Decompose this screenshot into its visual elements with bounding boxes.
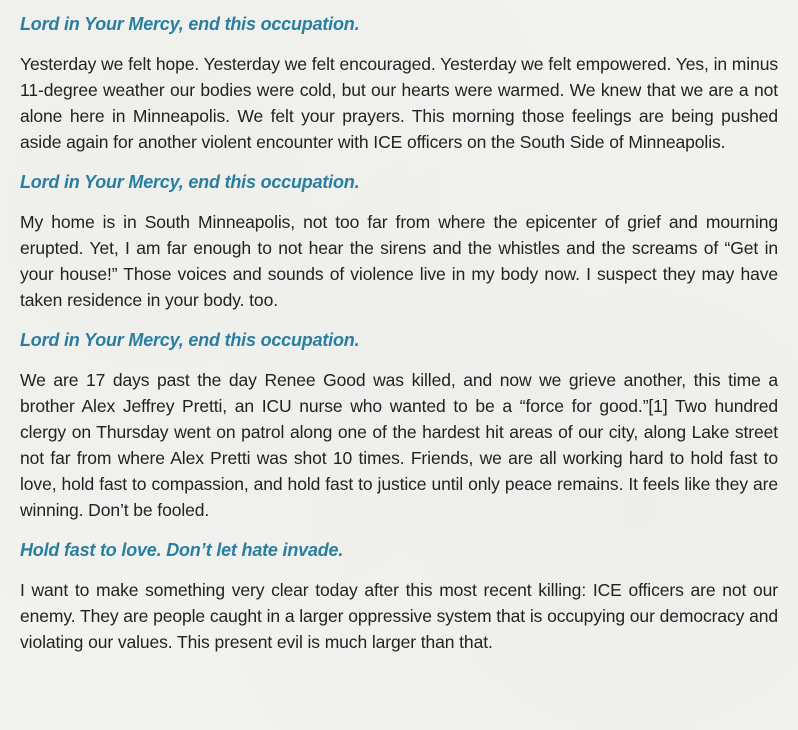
- refrain-heading: Lord in Your Mercy, end this occupation.: [20, 172, 360, 192]
- refrain-heading: Lord in Your Mercy, end this occupation.: [20, 14, 360, 34]
- paragraph: I want to make something very clear today after this most recent killing: ICE officers are not our enemy. They are people caught in a larger oppressive system that is occupying our democracy and violating our values. This present evil is much larger than that.: [20, 580, 778, 652]
- refrain-heading: Hold fast to love. Don’t let hate invade.: [20, 540, 344, 560]
- refrain-heading: Lord in Your Mercy, end this occupation.: [20, 330, 360, 350]
- paragraph: Yesterday we felt hope. Yesterday we felt encouraged. Yesterday we felt empowered. Yes, in minus 11-degree weather our bodies were cold, but our hearts were warmed. We knew that we are a not alone here in Minneapolis. We felt your prayers. This morning those feelings are being pushed aside again for another violent encounter with ICE officers on the South Side of Minneapolis.: [20, 54, 778, 152]
- paragraph: We are 17 days past the day Renee Good was killed, and now we grieve another, this time a brother Alex Jeffrey Pretti, an ICU nurse who wanted to be a “force for good.”[1] Two hundred clergy on Thursday went on patrol along one of the hardest hit areas of our city, along Lake street not far from where Alex Pretti was shot 10 times. Friends, we are all working hard to hold fast to love, hold fast to compassion, and hold fast to justice until only peace remains. It feels like they are winning. Don’t be fooled.: [20, 370, 778, 520]
- paragraph: My home is in South Minneapolis, not too far from where the epicenter of grief and mourning erupted. Yet, I am far enough to not hear the sirens and the whistles and the screams of “Get in your house!” Those voices and sounds of violence live in my body now. I suspect they may have taken residence in your body. too.: [20, 212, 778, 310]
